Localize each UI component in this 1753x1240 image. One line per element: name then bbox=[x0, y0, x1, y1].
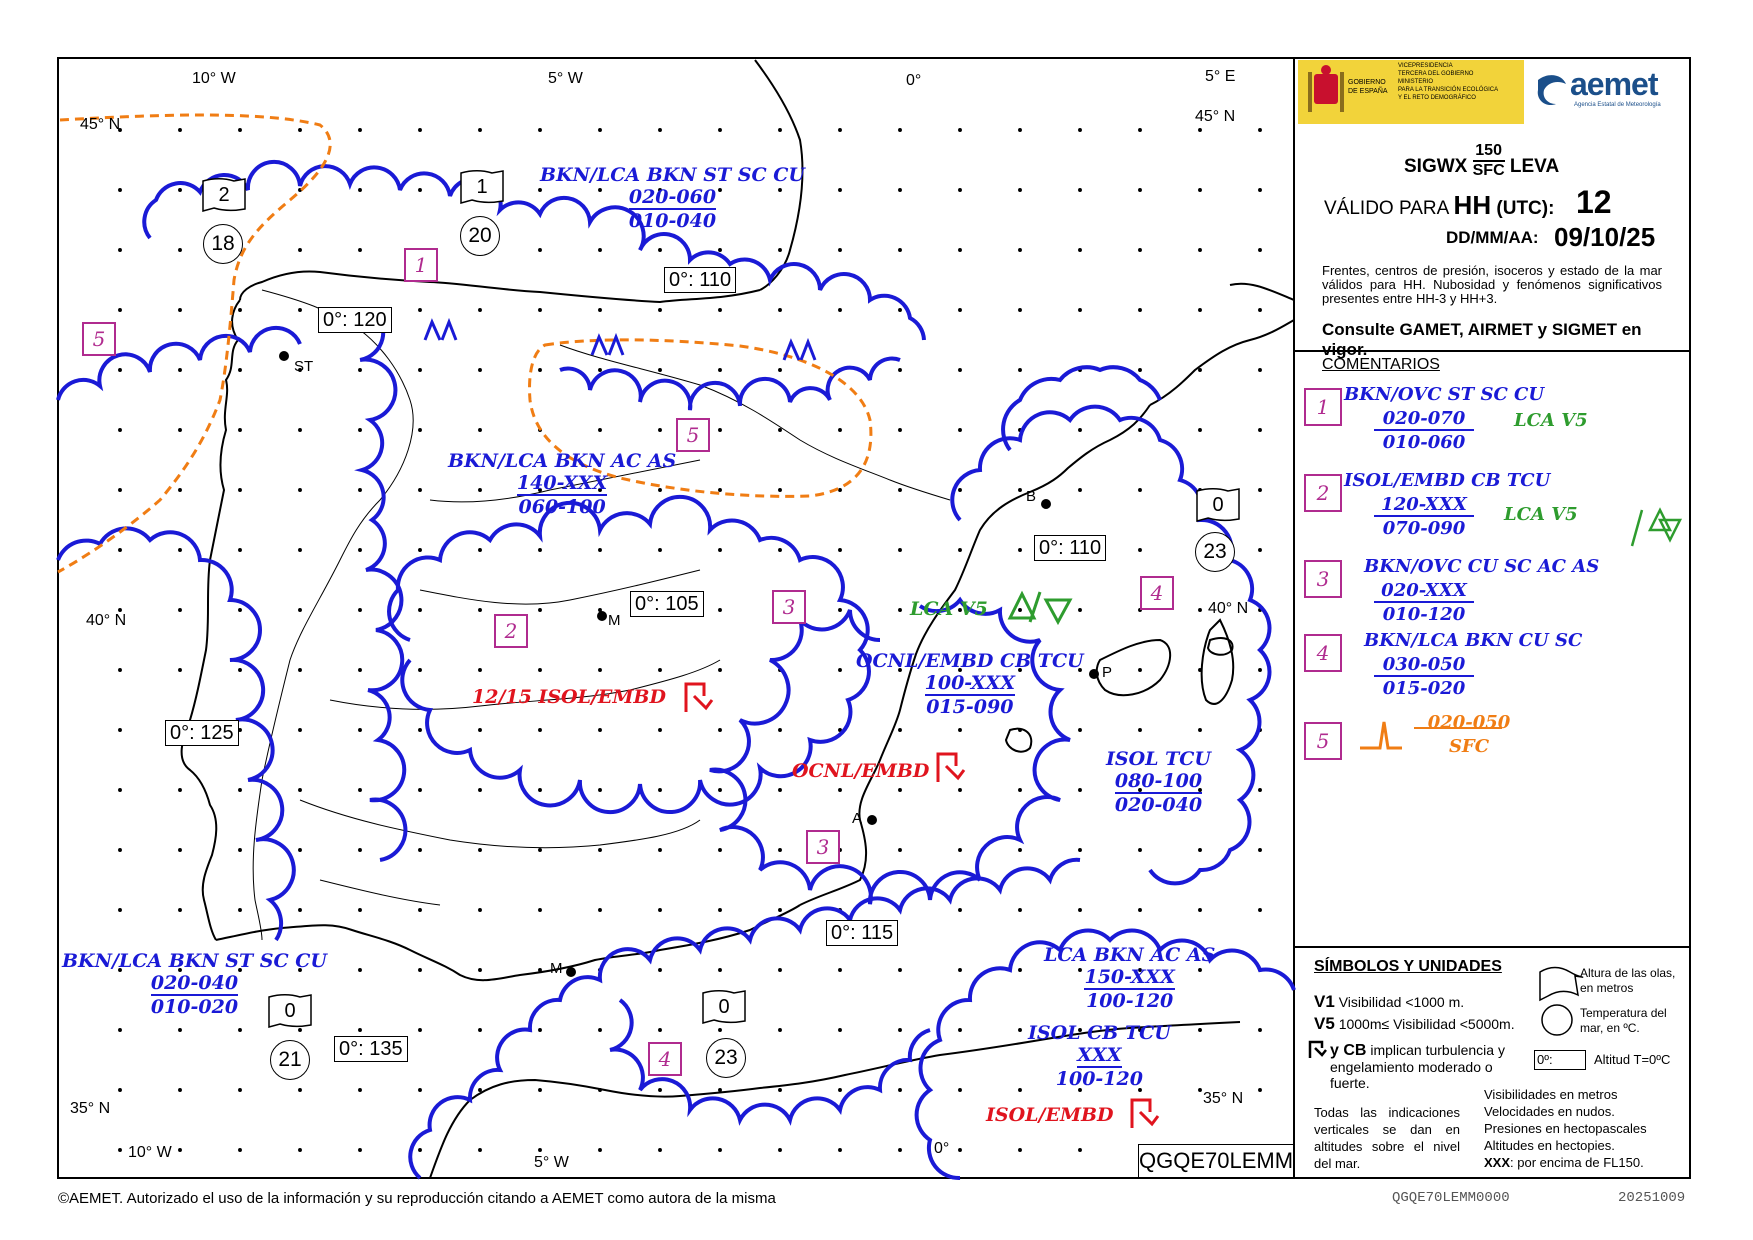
cloud-area-ebro bbox=[560, 358, 900, 410]
comments-title: COMENTARIOS bbox=[1322, 356, 1440, 373]
coord-5w-top: 5° W bbox=[548, 70, 583, 87]
sea-temp-bay-east: 20 bbox=[460, 216, 500, 256]
comment-3-number: 3 bbox=[1304, 560, 1342, 598]
aemet-brand: aemet bbox=[1570, 66, 1658, 102]
turbulence-label-south: ISOL/EMBD bbox=[986, 1104, 1114, 1126]
coord-5e-top: 5° E bbox=[1205, 68, 1236, 85]
coord-35n-left: 35° N bbox=[70, 1100, 111, 1117]
comment-4-text: BKN/LCA BKN CU SC bbox=[1364, 630, 1583, 651]
wave-height-alboran: 0 bbox=[702, 990, 746, 1024]
area-3-south-label: 3 bbox=[806, 830, 840, 864]
iso-legend-box: 0º: bbox=[1534, 1050, 1586, 1070]
cloud-label-north: BKN/LCA BKN ST SC CU 020-060 010-040 bbox=[540, 164, 805, 232]
comment-item-5 bbox=[1304, 712, 1684, 778]
cloud-area-north bbox=[144, 162, 924, 340]
comment-4-number: 4 bbox=[1304, 634, 1342, 672]
comment-3-top: 020-XXX bbox=[1374, 580, 1474, 603]
turbulence-label-east: OCNL/EMBD bbox=[792, 760, 930, 782]
area-2-label: 2 bbox=[494, 614, 528, 648]
ministry-text: VICEPRESIDENCIA TERCERA DEL GOBIERNO MINISTERIO PARA LA TRANSICIÓN ECOLÓGICA Y EL RETO DEMOGRÁFICO bbox=[1398, 63, 1499, 101]
vertical-note: Todas las indicaciones verticales se dan en altitudes sobre el nivel del mar. bbox=[1314, 1105, 1460, 1171]
cloud-area-3 bbox=[710, 600, 1070, 904]
area-4-south-label: 4 bbox=[648, 1042, 682, 1076]
freezing-level-madrid: 0°: 105 bbox=[630, 591, 704, 617]
symbol-v5: V5 1000m≤ Visibilidad <5000m. bbox=[1314, 1014, 1515, 1033]
comment-4-top: 030-050 bbox=[1374, 654, 1474, 677]
city-barcelona: B bbox=[1026, 488, 1037, 505]
coord-0-top: 0° bbox=[906, 72, 922, 89]
comment-4-bottom: 015-020 bbox=[1382, 678, 1466, 699]
cb-symbols bbox=[1010, 592, 1070, 622]
turbulence-legend: y CB implican turbulencia y engelamiento moderado o fuerte. bbox=[1330, 1042, 1505, 1091]
cloud-label-east: OCNL/EMBD CB TCU 100-XXX 015-090 bbox=[856, 650, 1084, 718]
comment-5-number: 5 bbox=[1304, 722, 1342, 760]
comment-2-top: 120-XXX bbox=[1374, 494, 1474, 517]
government-logo bbox=[1298, 60, 1524, 124]
comment-5-bottom: SFC bbox=[1448, 736, 1490, 757]
area-4-label: 4 bbox=[1140, 576, 1174, 610]
cloud-label-south1: LCA BKN AC AS 150-XXX 100-120 bbox=[1044, 944, 1216, 1012]
coord-45n-right: 45° N bbox=[1195, 108, 1236, 125]
comment-item-4 bbox=[1304, 630, 1684, 699]
freezing-level-southwest: 0°: 135 bbox=[334, 1036, 408, 1062]
freezing-level-portugal: 0°: 125 bbox=[165, 720, 239, 746]
waves-legend-text: Altura de las olas, en metros bbox=[1580, 966, 1676, 995]
area-3-label: 3 bbox=[772, 590, 806, 624]
comment-3-bottom: 010-120 bbox=[1382, 604, 1466, 625]
aemet-subtitle: Agencia Estatal de Meteorología bbox=[1574, 102, 1661, 108]
comment-1-text: BKN/OVC ST SC CU bbox=[1344, 384, 1545, 405]
cloud-label-center: BKN/LCA BKN AC AS 140-XXX 060-100 bbox=[448, 450, 677, 518]
coat-of-arms-icon bbox=[1306, 64, 1346, 120]
divider-symbols bbox=[1294, 946, 1690, 948]
validity-note: Frentes, centros de presión, isoceros y estado de la mar válidos para HH. Nubosidad y fenómenos significativos presentes entre HH-3 y HH+3. bbox=[1322, 263, 1662, 306]
comment-1-number: 1 bbox=[1304, 388, 1342, 426]
area-1-label: 1 bbox=[404, 248, 438, 282]
freezing-level-north: 0°: 110 bbox=[664, 267, 736, 293]
city-santiago: ST bbox=[294, 358, 314, 375]
comment-item-3 bbox=[1304, 556, 1684, 625]
freezing-level-southeast: 0°: 115 bbox=[826, 920, 898, 946]
sea-temp-cadiz: 21 bbox=[270, 1040, 310, 1080]
area-5-ebro-label: 5 bbox=[676, 418, 710, 452]
copyright-text: ©AEMET. Autorizado el uso de la información y su reproducción citando a AEMET como autora de la misma bbox=[58, 1190, 776, 1207]
sea-temp-alboran: 23 bbox=[706, 1038, 746, 1078]
comment-2-bottom: 070-090 bbox=[1382, 518, 1466, 539]
iso-legend-text: Altitud T=0ºC bbox=[1594, 1052, 1671, 1067]
comment-3-text: BKN/OVC CU SC AC AS bbox=[1364, 556, 1600, 577]
divider-comments bbox=[1294, 350, 1690, 352]
gov-text: GOBIERNO DE ESPAÑA bbox=[1348, 79, 1388, 95]
cloud-label-balear: ISOL TCU 080-100 020-040 bbox=[1106, 748, 1211, 816]
coord-40n-right: 40° N bbox=[1208, 600, 1249, 617]
units-note: Visibilidades en metros Velocidades en nudos. Presiones en hectopascales Altitudes en hectopies. XXX: por encima de FL150. bbox=[1484, 1087, 1647, 1170]
cloud-label-south2: ISOL CB TCU XXX 100-120 bbox=[1028, 1022, 1171, 1090]
coord-0-bot: 0° bbox=[934, 1140, 950, 1157]
aemet-swirl-icon bbox=[1534, 70, 1568, 110]
comment-1-bottom: 010-060 bbox=[1382, 432, 1466, 453]
coord-10w-bot: 10° W bbox=[128, 1144, 172, 1161]
city-malaga: M bbox=[550, 960, 563, 977]
visibility-label-east: LCA V5 bbox=[910, 598, 988, 620]
city-madrid: M bbox=[608, 612, 621, 629]
footer-code: QGQE70LEMM0000 bbox=[1392, 1190, 1510, 1206]
wave-height-bay-west: 2 bbox=[202, 178, 246, 212]
comment-2-number: 2 bbox=[1304, 474, 1342, 512]
symbols-title: SÍMBOLOS Y UNIDADES bbox=[1314, 958, 1502, 975]
cloud-label-southwest: BKN/LCA BKN ST SC CU 020-040 010-020 bbox=[62, 950, 327, 1018]
city-alicante: A bbox=[852, 810, 863, 827]
wave-height-cadiz: 0 bbox=[268, 994, 312, 1028]
comment-1-top: 020-070 bbox=[1374, 408, 1474, 431]
wave-height-balearic: 0 bbox=[1196, 488, 1240, 522]
sea-temp-bay-west: 18 bbox=[203, 224, 243, 264]
comment-item-2 bbox=[1304, 470, 1684, 539]
comment-5-top: 020-050 bbox=[1427, 712, 1511, 733]
product-title: SIGWX 150 SFC LEVA bbox=[1404, 142, 1560, 179]
date-value: 09/10/25 bbox=[1554, 222, 1656, 252]
comment-2-visibility: LCA V5 bbox=[1504, 504, 1578, 525]
sea-temp-balearic: 23 bbox=[1195, 532, 1235, 572]
city-palma: P bbox=[1102, 664, 1113, 681]
info-panel bbox=[1294, 58, 1690, 1178]
area-5-west-label: 5 bbox=[82, 322, 116, 356]
turbulence-label-center: 12/15 ISOL/EMBD bbox=[472, 686, 666, 708]
temp-legend-text: Temperatura del mar, en ºC. bbox=[1580, 1006, 1667, 1035]
comment-1-visibility: LCA V5 bbox=[1514, 410, 1588, 431]
aemet-logo bbox=[1534, 66, 1684, 116]
freezing-level-galicia: 0°: 120 bbox=[318, 307, 392, 333]
symbol-v1: V1 Visibilidad <1000 m. bbox=[1314, 992, 1465, 1011]
date-label: DD/MM/AA: bbox=[1446, 228, 1539, 247]
freezing-level-east: 0°: 110 bbox=[1034, 535, 1106, 561]
coord-35n-right: 35° N bbox=[1203, 1090, 1244, 1107]
comment-2-text: ISOL/EMBD CB TCU bbox=[1344, 470, 1551, 491]
comment-item-1 bbox=[1304, 384, 1684, 453]
consult-note: Consulte GAMET, AIRMET y SIGMET en bbox=[1322, 320, 1642, 339]
wave-height-bay-east: 1 bbox=[460, 170, 504, 204]
valid-hour: 12 bbox=[1576, 184, 1612, 220]
coord-10w-top: 10° W bbox=[192, 70, 236, 87]
bulletin-code: QGQE70LEMM bbox=[1138, 1144, 1294, 1178]
valid-for: VÁLIDO PARA HH (UTC): bbox=[1324, 190, 1555, 220]
coord-45n-left: 45° N bbox=[80, 116, 121, 133]
coord-5w-bot: 5° W bbox=[534, 1154, 569, 1171]
footer-date: 20251009 bbox=[1618, 1190, 1686, 1206]
coord-40n-left: 40° N bbox=[86, 612, 127, 629]
